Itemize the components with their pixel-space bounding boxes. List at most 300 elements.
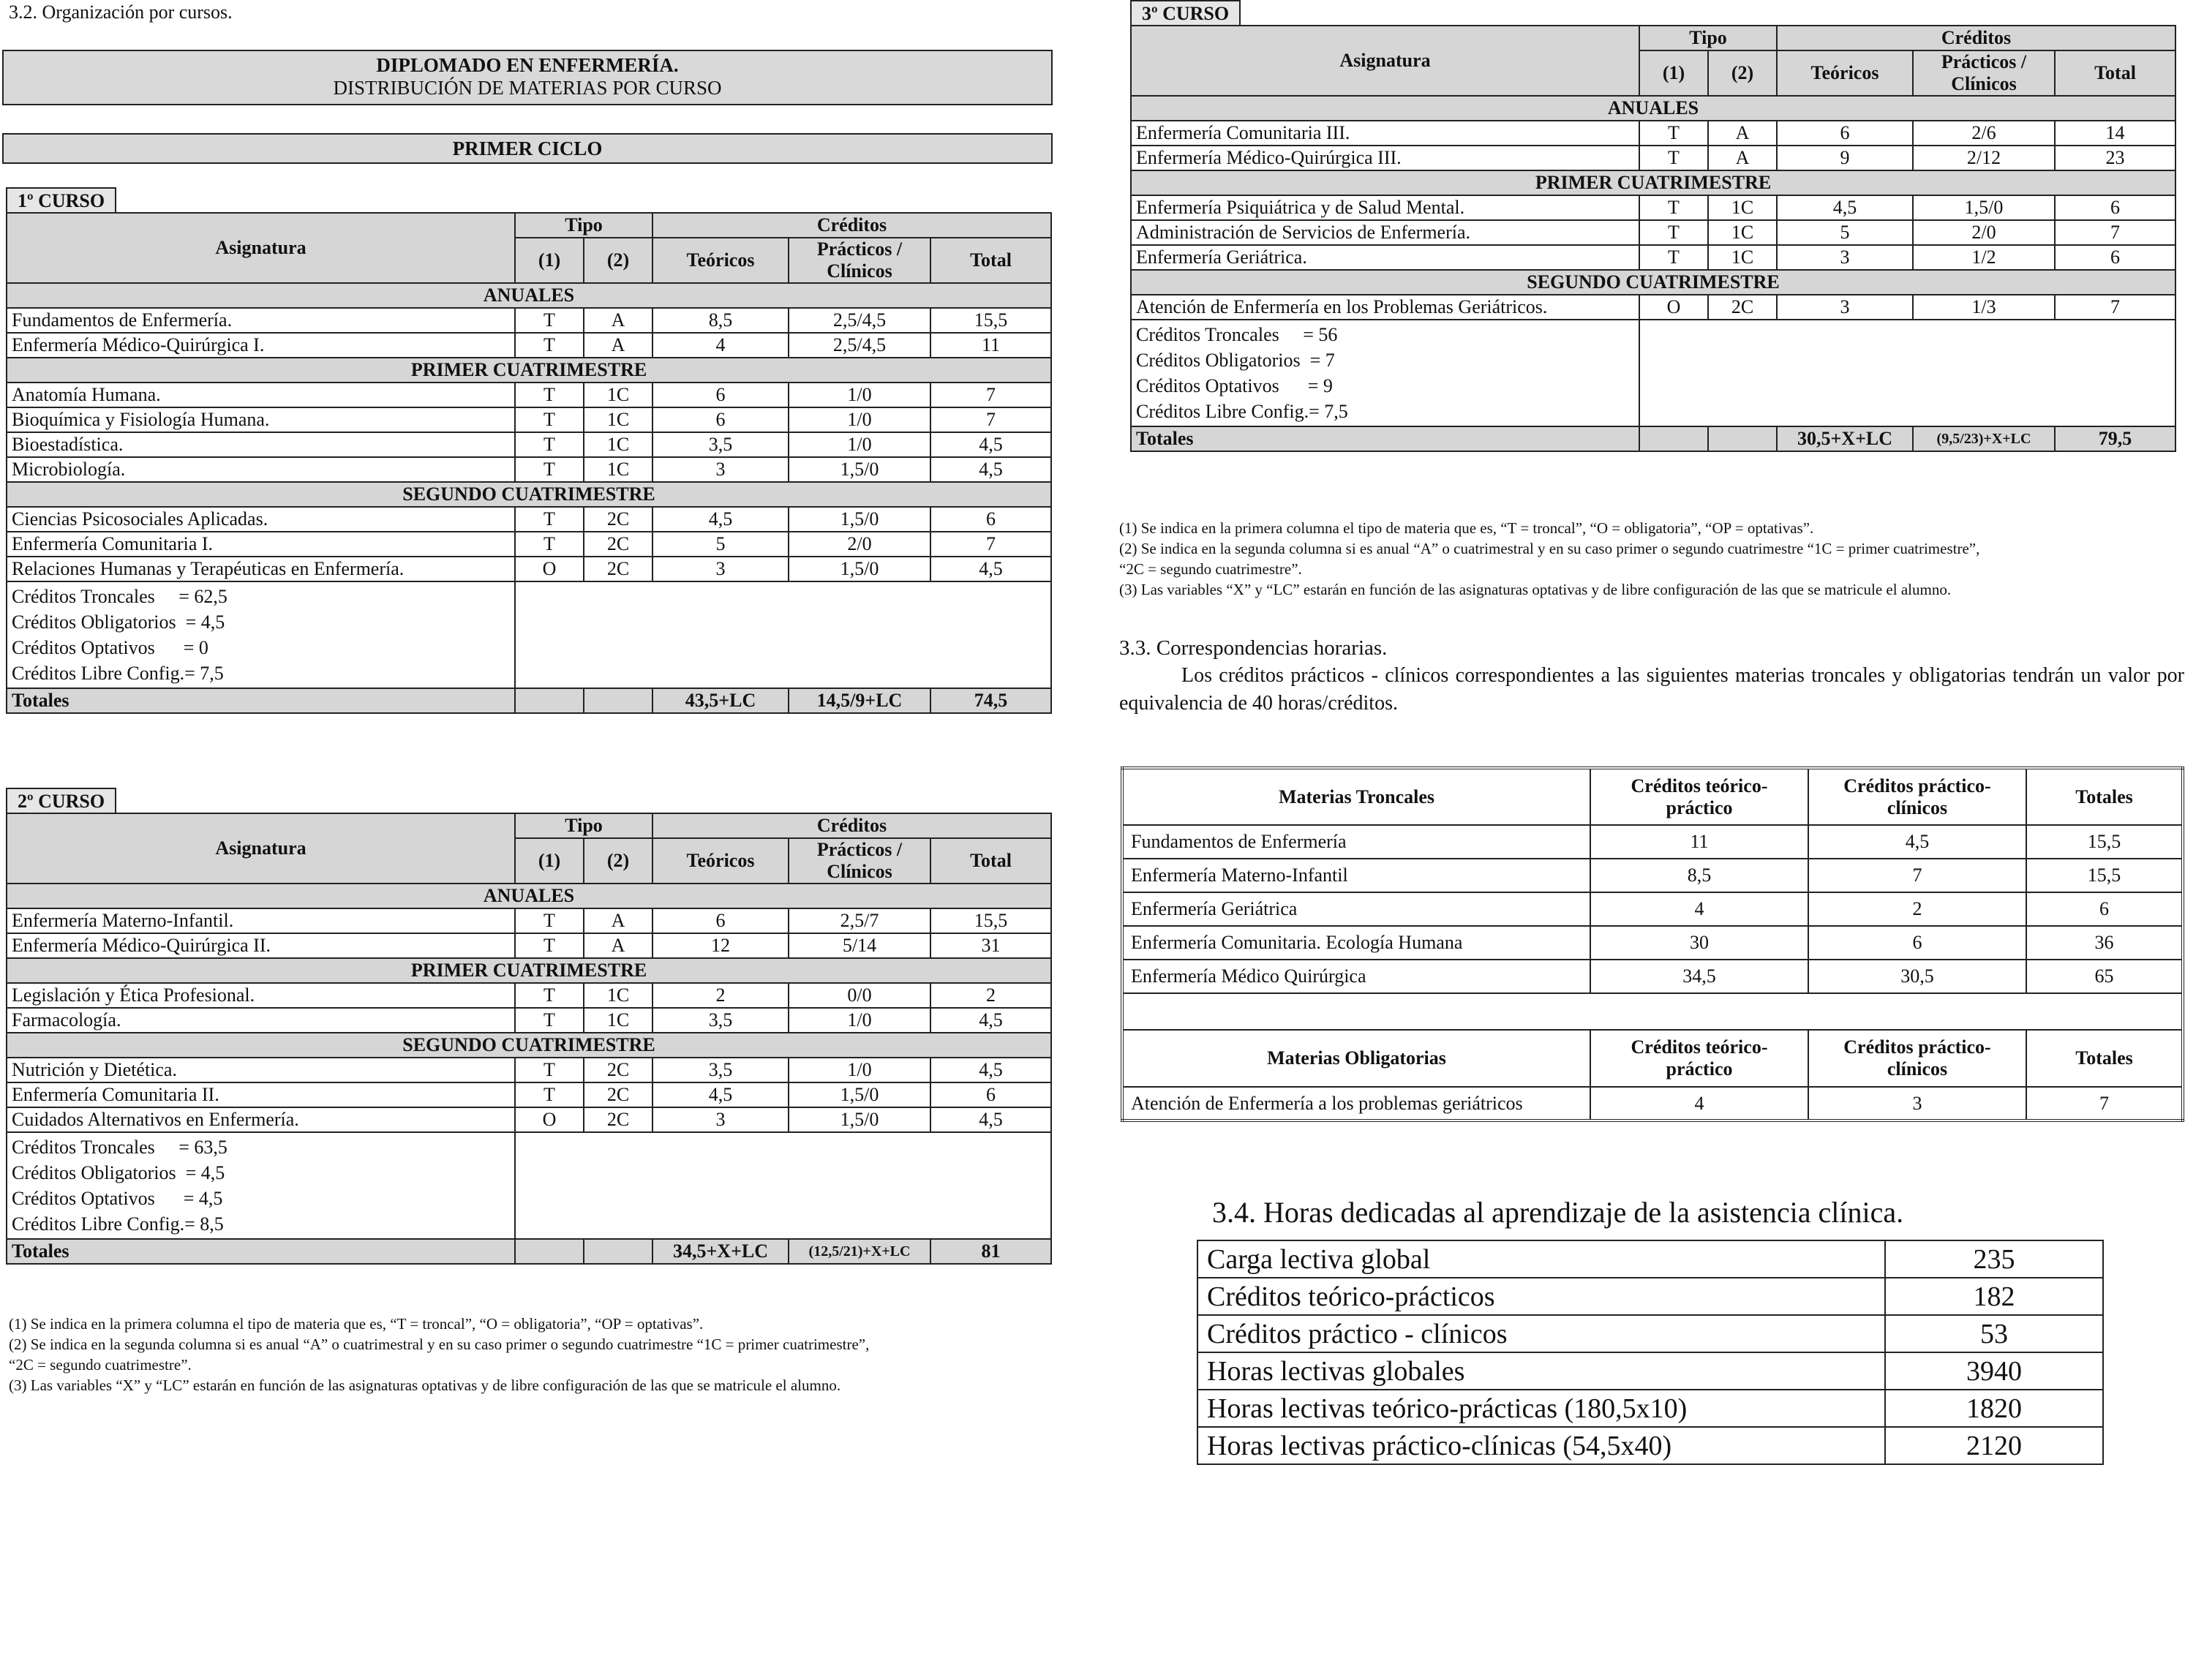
practicos: 2/12 — [1913, 146, 2055, 170]
total: 11 — [930, 333, 1051, 358]
hours-label: Horas lectivas práctico-clínicas (54,5x40) — [1197, 1427, 1885, 1464]
header-total: Total — [930, 838, 1051, 884]
total: 7 — [2055, 295, 2175, 320]
hours-value: 182 — [1885, 1278, 2103, 1315]
teoricos: 3 — [1777, 295, 1913, 320]
corr-header-cell: Materias Obligatorias — [1122, 1030, 1590, 1087]
cycle-banner — [2, 133, 1053, 164]
total: 31 — [930, 933, 1051, 958]
footnote-2-cont: “2C = segundo cuatrimestre”. — [9, 1356, 192, 1374]
hours-table — [1197, 1240, 2104, 1465]
tipo-2: 2C — [1708, 295, 1777, 320]
creditos-practico: 6 — [1808, 926, 2026, 960]
creditos-practico: 4,5 — [1808, 825, 2026, 859]
corr-header-cell: Materias Troncales — [1122, 768, 1590, 825]
teoricos: 12 — [653, 933, 789, 958]
footnotes-right — [1119, 518, 2180, 600]
summary-line: Créditos Libre Config.= 8,5 — [12, 1213, 224, 1235]
tipo-2: 1C — [1708, 195, 1777, 220]
footnote-2: (2) Se indica en la segunda columna si es anual “A” o cuatrimestral y en su caso primer o segundo cuatrimestre “1C = primer cuatrimestre”, — [1119, 540, 1980, 557]
totals-total: 79,5 — [2055, 426, 2175, 451]
creditos-teorico: 34,5 — [1590, 960, 1808, 993]
totals-practicos: (9,5/23)+X+LC — [1913, 426, 2055, 451]
table-row — [1197, 1240, 2103, 1278]
summary-line: Créditos Troncales = 63,5 — [12, 1137, 227, 1158]
corr-header-cell: Créditos práctico-clínicos — [1808, 1030, 2026, 1087]
tipo-1: T — [1639, 220, 1708, 245]
banner-line-1: DIPLOMADO EN ENFERMERÍA. — [376, 54, 679, 76]
hours-label: Créditos práctico - clínicos — [1197, 1315, 1885, 1352]
practicos: 1/0 — [789, 1058, 930, 1082]
tipo-1: T — [515, 507, 584, 532]
tipo-2: 2C — [584, 1107, 653, 1132]
subject-name: Enfermería Geriátrica. — [1131, 245, 1639, 270]
section-title: PRIMER CUATRIMESTRE — [1131, 170, 2175, 195]
summary-line: Créditos Libre Config.= 7,5 — [1136, 401, 1348, 422]
total: 6 — [2055, 245, 2175, 270]
tipo-2: 2C — [584, 557, 653, 581]
practicos: 2,5/4,5 — [789, 308, 930, 333]
tipo-1: T — [1639, 245, 1708, 270]
hours-value: 2120 — [1885, 1427, 2103, 1464]
header-tipo-1: (1) — [1639, 50, 1708, 96]
subject-name: Bioquímica y Fisiología Humana. — [7, 407, 515, 432]
footnote-3: (3) Las variables “X” y “LC” estarán en función de las asignaturas optativas y de libre configuración de las que se matricule el alumno. — [1119, 581, 1952, 598]
subject-name: Ciencias Psicosociales Aplicadas. — [7, 507, 515, 532]
footnotes-left — [9, 1314, 1055, 1395]
totals-empty — [515, 688, 584, 713]
practicos: 1,5/0 — [789, 1082, 930, 1107]
header-asignatura: Asignatura — [1131, 26, 1639, 96]
tipo-1: T — [515, 432, 584, 457]
tipo-1: T — [515, 1082, 584, 1107]
table-row — [1131, 220, 2175, 245]
credits-summary — [7, 1132, 515, 1239]
subject-name: Enfermería Materno-Infantil. — [7, 908, 515, 933]
table-row — [1122, 1087, 2183, 1120]
table-row — [1131, 121, 2175, 146]
totals-label: Totales — [7, 688, 515, 713]
totales: 65 — [2026, 960, 2183, 993]
tipo-1: T — [1639, 121, 1708, 146]
subject-name: Enfermería Médico-Quirúrgica I. — [7, 333, 515, 358]
total: 4,5 — [930, 432, 1051, 457]
header-teoricos: Teóricos — [653, 838, 789, 884]
corr-header-cell: Créditos teórico-práctico — [1590, 1030, 1808, 1087]
totales: 6 — [2026, 892, 2183, 926]
table-row — [1131, 295, 2175, 320]
totales: 36 — [2026, 926, 2183, 960]
section-title: ANUALES — [7, 283, 1051, 308]
corr-header-cell: Totales — [2026, 1030, 2183, 1087]
hours-label: Horas lectivas globales — [1197, 1352, 1885, 1390]
hours-label: Créditos teórico-prácticos — [1197, 1278, 1885, 1315]
tipo-2: 2C — [584, 532, 653, 557]
totals-empty — [584, 688, 653, 713]
footnote-2-cont: “2C = segundo cuatrimestre”. — [1119, 560, 1302, 578]
materia-name: Enfermería Geriátrica — [1122, 892, 1590, 926]
creditos-teorico: 4 — [1590, 892, 1808, 926]
teoricos: 6 — [653, 407, 789, 432]
totals-teoricos: 34,5+X+LC — [653, 1239, 789, 1264]
teoricos: 4,5 — [653, 507, 789, 532]
practicos: 1,5/0 — [789, 557, 930, 581]
practicos: 2,5/7 — [789, 908, 930, 933]
section-heading-3-4: 3.4. Horas dedicadas al aprendizaje de la asistencia clínica. — [1212, 1196, 1904, 1229]
practicos: 1/0 — [789, 1008, 930, 1033]
subject-name: Enfermería Comunitaria II. — [7, 1082, 515, 1107]
table-row — [7, 507, 1051, 532]
tipo-2: 1C — [584, 457, 653, 482]
header-tipo-2: (2) — [584, 238, 653, 283]
summary-line: Créditos Optativos = 9 — [1136, 375, 1333, 396]
section-title: PRIMER CUATRIMESTRE — [7, 958, 1051, 983]
section-heading-3-3: 3.3. Correspondencias horarias. — [1119, 636, 1388, 660]
header-tipo: Tipo — [515, 813, 653, 838]
course-table — [6, 813, 1052, 1265]
total: 4,5 — [930, 457, 1051, 482]
tipo-1: T — [515, 407, 584, 432]
totals-teoricos: 43,5+LC — [653, 688, 789, 713]
teoricos: 5 — [1777, 220, 1913, 245]
section-title: SEGUNDO CUATRIMESTRE — [7, 482, 1051, 507]
title-banner — [2, 50, 1053, 105]
totals-total: 74,5 — [930, 688, 1051, 713]
obligatorias-header — [1122, 1030, 2183, 1087]
corr-header-cell: Créditos práctico-clínicos — [1808, 768, 2026, 825]
footnote-1: (1) Se indica en la primera columna el tipo de materia que es, “T = troncal”, “O = obligatoria”, “OP = optativas”. — [9, 1315, 704, 1333]
header-teoricos: Teóricos — [653, 238, 789, 283]
tipo-1: O — [515, 1107, 584, 1132]
total: 14 — [2055, 121, 2175, 146]
subject-name: Administración de Servicios de Enfermería. — [1131, 220, 1639, 245]
footnote-3: (3) Las variables “X” y “LC” estarán en función de las asignaturas optativas y de libre configuración de las que se matricule el alumno. — [9, 1376, 841, 1394]
table-row — [1122, 825, 2183, 859]
tipo-2: A — [584, 333, 653, 358]
total: 2 — [930, 983, 1051, 1008]
spacer-cell — [1122, 993, 2183, 1030]
section-title: ANUALES — [7, 884, 1051, 908]
totales: 7 — [2026, 1087, 2183, 1120]
tipo-1: O — [1639, 295, 1708, 320]
total: 23 — [2055, 146, 2175, 170]
teoricos: 2 — [653, 983, 789, 1008]
tipo-1: T — [515, 983, 584, 1008]
subject-name: Enfermería Comunitaria I. — [7, 532, 515, 557]
header-creditos: Créditos — [653, 813, 1051, 838]
materia-name: Atención de Enfermería a los problemas geriátricos — [1122, 1087, 1590, 1120]
tipo-1: O — [515, 557, 584, 581]
tipo-2: 1C — [584, 983, 653, 1008]
materia-name: Fundamentos de Enfermería — [1122, 825, 1590, 859]
tipo-1: T — [515, 933, 584, 958]
header-tipo: Tipo — [1639, 26, 1777, 50]
practicos: 1/0 — [789, 383, 930, 407]
teoricos: 3,5 — [653, 432, 789, 457]
table-row — [7, 557, 1051, 581]
subject-name: Enfermería Médico-Quirúrgica II. — [7, 933, 515, 958]
tipo-2: 1C — [584, 407, 653, 432]
header-total: Total — [2055, 50, 2175, 96]
practicos: 1/0 — [789, 407, 930, 432]
tipo-1: T — [1639, 195, 1708, 220]
table-row — [1122, 926, 2183, 960]
tipo-2: 2C — [584, 1058, 653, 1082]
credits-summary — [1131, 320, 1639, 426]
creditos-teorico: 8,5 — [1590, 859, 1808, 892]
teoricos: 3 — [653, 1107, 789, 1132]
summary-line: Créditos Libre Config.= 7,5 — [12, 663, 224, 684]
table-row — [1197, 1352, 2103, 1390]
table-row — [7, 333, 1051, 358]
subject-name: Microbiología. — [7, 457, 515, 482]
practicos: 0/0 — [789, 983, 930, 1008]
hours-value: 3940 — [1885, 1352, 2103, 1390]
practicos: 1/3 — [1913, 295, 2055, 320]
tipo-1: T — [515, 308, 584, 333]
teoricos: 6 — [653, 383, 789, 407]
teoricos: 6 — [653, 908, 789, 933]
teoricos: 3,5 — [653, 1058, 789, 1082]
totals-practicos: (12,5/21)+X+LC — [789, 1239, 930, 1264]
practicos: 2/0 — [1913, 220, 2055, 245]
subject-name: Fundamentos de Enfermería. — [7, 308, 515, 333]
header-tipo: Tipo — [515, 213, 653, 238]
practicos: 1/2 — [1913, 245, 2055, 270]
tipo-1: T — [515, 908, 584, 933]
tipo-2: 1C — [584, 1008, 653, 1033]
creditos-practico: 7 — [1808, 859, 2026, 892]
totals-empty — [584, 1239, 653, 1264]
totals-teoricos: 30,5+X+LC — [1777, 426, 1913, 451]
total: 4,5 — [930, 1107, 1051, 1132]
cycle-label: PRIMER CICLO — [452, 138, 603, 159]
summary-empty — [1639, 320, 2175, 426]
tipo-2: A — [1708, 146, 1777, 170]
creditos-teorico: 11 — [1590, 825, 1808, 859]
practicos: 2/0 — [789, 532, 930, 557]
course-label: 1º CURSO — [6, 187, 116, 212]
header-tipo-2: (2) — [1708, 50, 1777, 96]
creditos-teorico: 30 — [1590, 926, 1808, 960]
totals-empty — [1639, 426, 1708, 451]
table-row — [7, 1008, 1051, 1033]
total: 15,5 — [930, 908, 1051, 933]
subject-name: Legislación y Ética Profesional. — [7, 983, 515, 1008]
header-practicos: Prácticos / Clínicos — [789, 238, 930, 283]
practicos: 1,5/0 — [789, 507, 930, 532]
course-1-block — [6, 187, 1052, 714]
summary-line: Créditos Obligatorios = 4,5 — [12, 611, 225, 633]
teoricos: 4 — [653, 333, 789, 358]
spacer-row — [1122, 993, 2183, 1030]
table-row — [7, 457, 1051, 482]
header-tipo-2: (2) — [584, 838, 653, 884]
tipo-1: T — [515, 1058, 584, 1082]
footnote-1: (1) Se indica en la primera columna el tipo de materia que es, “T = troncal”, “O = obligatoria”, “OP = optativas”. — [1119, 519, 1814, 537]
troncales-header — [1122, 768, 2183, 825]
section-3-3-text: Los créditos prácticos - clínicos correspondientes a las siguientes materias troncales y obligatorias tendrán un valor por equivalencia de 40 horas/créditos. — [1119, 664, 2184, 715]
teoricos: 3 — [1777, 245, 1913, 270]
creditos-teorico: 4 — [1590, 1087, 1808, 1120]
teoricos: 6 — [1777, 121, 1913, 146]
tipo-2: 1C — [584, 432, 653, 457]
teoricos: 8,5 — [653, 308, 789, 333]
course-table — [1130, 25, 2176, 452]
total: 6 — [930, 1082, 1051, 1107]
summary-line: Créditos Optativos = 0 — [12, 637, 208, 658]
summary-line: Créditos Obligatorios = 7 — [1136, 350, 1335, 371]
subject-name: Cuidados Alternativos en Enfermería. — [7, 1107, 515, 1132]
hours-label: Carga lectiva global — [1197, 1240, 1885, 1278]
totals-label: Totales — [1131, 426, 1639, 451]
tipo-2: A — [584, 933, 653, 958]
table-row — [1131, 146, 2175, 170]
teoricos: 3 — [653, 457, 789, 482]
table-row — [7, 1058, 1051, 1082]
header-tipo-1: (1) — [515, 238, 584, 283]
table-row — [1122, 859, 2183, 892]
total: 4,5 — [930, 1058, 1051, 1082]
course-label: 3º CURSO — [1130, 0, 1241, 25]
header-total: Total — [930, 238, 1051, 283]
subject-name: Bioestadística. — [7, 432, 515, 457]
total: 6 — [930, 507, 1051, 532]
totales: 15,5 — [2026, 859, 2183, 892]
table-row — [7, 407, 1051, 432]
hours-value: 235 — [1885, 1240, 2103, 1278]
subject-name: Farmacología. — [7, 1008, 515, 1033]
teoricos: 4,5 — [653, 1082, 789, 1107]
section-title: PRIMER CUATRIMESTRE — [7, 358, 1051, 383]
tipo-1: T — [515, 1008, 584, 1033]
table-row — [7, 983, 1051, 1008]
tipo-2: 2C — [584, 1082, 653, 1107]
summary-line: Créditos Optativos = 4,5 — [12, 1188, 223, 1209]
teoricos: 9 — [1777, 146, 1913, 170]
subject-name: Anatomía Humana. — [7, 383, 515, 407]
totals-empty — [1708, 426, 1777, 451]
course-2-block — [6, 788, 1052, 1265]
header-asignatura: Asignatura — [7, 213, 515, 283]
table-row — [1122, 892, 2183, 926]
summary-empty — [515, 581, 1051, 688]
total: 6 — [2055, 195, 2175, 220]
section-title: SEGUNDO CUATRIMESTRE — [1131, 270, 2175, 295]
table-row — [7, 308, 1051, 333]
table-row — [1131, 195, 2175, 220]
teoricos: 3 — [653, 557, 789, 581]
header-practicos: Prácticos / Clínicos — [789, 838, 930, 884]
totals-label: Totales — [7, 1239, 515, 1264]
total: 15,5 — [930, 308, 1051, 333]
course-table — [6, 212, 1052, 714]
practicos: 1,5/0 — [789, 1107, 930, 1132]
practicos: 1/0 — [789, 432, 930, 457]
teoricos: 5 — [653, 532, 789, 557]
subject-name: Relaciones Humanas y Terapéuticas en Enfermería. — [7, 557, 515, 581]
tipo-1: T — [515, 333, 584, 358]
tipo-2: A — [584, 308, 653, 333]
subject-name: Nutrición y Dietética. — [7, 1058, 515, 1082]
table-row — [7, 908, 1051, 933]
section-title: ANUALES — [1131, 96, 2175, 121]
table-row — [7, 1082, 1051, 1107]
header-creditos: Créditos — [1777, 26, 2175, 50]
total: 7 — [930, 407, 1051, 432]
totals-total: 81 — [930, 1239, 1051, 1264]
subject-name: Enfermería Psiquiátrica y de Salud Mental. — [1131, 195, 1639, 220]
practicos: 1,5/0 — [789, 457, 930, 482]
table-row — [7, 383, 1051, 407]
teoricos: 4,5 — [1777, 195, 1913, 220]
correspondence-table — [1121, 766, 2184, 1122]
totals-empty — [515, 1239, 584, 1264]
tipo-2: 1C — [1708, 220, 1777, 245]
header-tipo-1: (1) — [515, 838, 584, 884]
total: 7 — [2055, 220, 2175, 245]
materia-name: Enfermería Materno-Infantil — [1122, 859, 1590, 892]
tipo-1: T — [515, 383, 584, 407]
subject-name: Atención de Enfermería en los Problemas Geriátricos. — [1131, 295, 1639, 320]
table-row — [1197, 1390, 2103, 1427]
tipo-1: T — [515, 457, 584, 482]
banner-line-2: DISTRIBUCIÓN DE MATERIAS POR CURSO — [333, 77, 722, 99]
summary-empty — [515, 1132, 1051, 1239]
teoricos: 3,5 — [653, 1008, 789, 1033]
totales: 15,5 — [2026, 825, 2183, 859]
tipo-1: T — [1639, 146, 1708, 170]
hours-label: Horas lectivas teórico-prácticas (180,5x10) — [1197, 1390, 1885, 1427]
table-row — [1197, 1278, 2103, 1315]
tipo-2: 1C — [1708, 245, 1777, 270]
corr-header-cell: Totales — [2026, 768, 2183, 825]
summary-line: Créditos Obligatorios = 4,5 — [12, 1162, 225, 1183]
subject-name: Enfermería Comunitaria III. — [1131, 121, 1639, 146]
table-row — [7, 432, 1051, 457]
table-row — [1122, 960, 2183, 993]
summary-line: Créditos Troncales = 62,5 — [12, 586, 227, 607]
tipo-2: 2C — [584, 507, 653, 532]
course-3-block — [1130, 0, 2176, 452]
tipo-1: T — [515, 532, 584, 557]
summary-line: Créditos Troncales = 56 — [1136, 324, 1338, 345]
totals-practicos: 14,5/9+LC — [789, 688, 930, 713]
practicos: 5/14 — [789, 933, 930, 958]
header-teoricos: Teóricos — [1777, 50, 1913, 96]
tipo-2: A — [584, 908, 653, 933]
creditos-practico: 2 — [1808, 892, 2026, 926]
creditos-practico: 3 — [1808, 1087, 2026, 1120]
total: 7 — [930, 532, 1051, 557]
section-title: SEGUNDO CUATRIMESTRE — [7, 1033, 1051, 1058]
total: 4,5 — [930, 1008, 1051, 1033]
table-row — [7, 933, 1051, 958]
table-row — [1131, 245, 2175, 270]
total: 7 — [930, 383, 1051, 407]
section-heading-3-2: 3.2. Organización por cursos. — [9, 1, 233, 23]
credits-summary — [7, 581, 515, 688]
table-row — [7, 532, 1051, 557]
subject-name: Enfermería Médico-Quirúrgica III. — [1131, 146, 1639, 170]
tipo-2: 1C — [584, 383, 653, 407]
table-row — [1197, 1315, 2103, 1352]
materia-name: Enfermería Médico Quirúrgica — [1122, 960, 1590, 993]
header-asignatura: Asignatura — [7, 813, 515, 884]
correspondence-table-wrap — [1121, 766, 2184, 1122]
practicos: 2/6 — [1913, 121, 2055, 146]
total: 4,5 — [930, 557, 1051, 581]
